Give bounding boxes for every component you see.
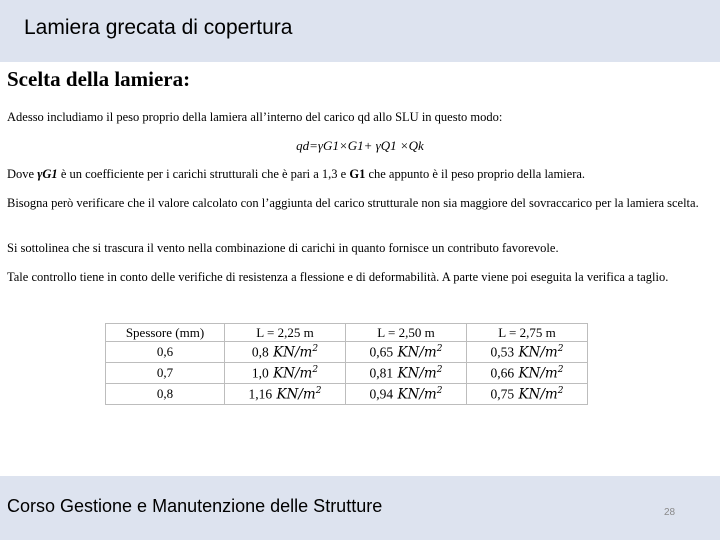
load-cell: 0,75 $KN/m^2$ [467,384,588,405]
load-cell: 1,0 $KN/m^2$ [225,363,346,384]
table-row [106,363,588,384]
formula: qd=γG1×G1+ γQ1 ×Qk [296,138,424,153]
section-title: Scelta della lamiera: [7,67,191,91]
header-bar [0,0,720,62]
thickness-cell: 0,6 [106,342,225,363]
load-cell: 0,81 $KN/m^2$ [346,363,467,384]
load-cell: 0,66 $KN/m^2$ [467,363,588,384]
text-fragment: Dove [7,167,38,181]
table-header-row [106,324,588,342]
paragraph-intro: Adesso includiamo il peso proprio della lamiera all’interno del carico qd allo SLU in questo modo: [7,110,503,124]
paragraph-check: Tale controllo tiene in conto delle verifiche di resistenza a flessione e di deformabilità. A parte viene poi eseguita la verifica a taglio. [7,270,669,284]
paragraph-coefficient [7,166,713,182]
load-cell: 0,53 $KN/m^2$ [467,342,588,363]
table-row [106,384,588,405]
paragraph-verification: Bisogna però verificare che il valore calcolato con l’aggiunta del carico strutturale non sia maggiore del sovraccarico per la lamiera scelta. [7,196,699,210]
text-fragment: che appunto è il peso proprio della lamiera. [365,167,586,181]
header-span-250: L = 2,50 m [346,324,467,342]
course-name: Corso Gestione e Manutenzione delle Strutture [7,496,383,516]
load-cell: 1,16 $KN/m^2$ [225,384,346,405]
header-span-275: L = 2,75 m [467,324,588,342]
load-cell: 0,94 $KN/m^2$ [346,384,467,405]
load-cell: 0,65 $KN/m^2$ [346,342,467,363]
thickness-cell: 0,8 [106,384,225,405]
slide-title: Lamiera grecata di copertura [24,16,293,39]
footer-bar [0,476,720,540]
load-table [105,323,588,405]
header-thickness: Spessore (mm) [106,324,225,342]
text-fragment: è un coefficiente per i carichi strutturali che è pari a 1,3 e [57,167,350,181]
page-number: 28 [664,507,676,518]
table-row [106,342,588,363]
g1-symbol: G1 [349,167,366,181]
gamma-symbol: γG1 [37,167,58,181]
header-span-225: L = 2,25 m [225,324,346,342]
thickness-cell: 0,7 [106,363,225,384]
paragraph-wind: Si sottolinea che si trascura il vento nella combinazione di carichi in quanto fornisce un contributo favorevole. [7,241,559,255]
load-cell: 0,8 $KN/m^2$ [225,342,346,363]
